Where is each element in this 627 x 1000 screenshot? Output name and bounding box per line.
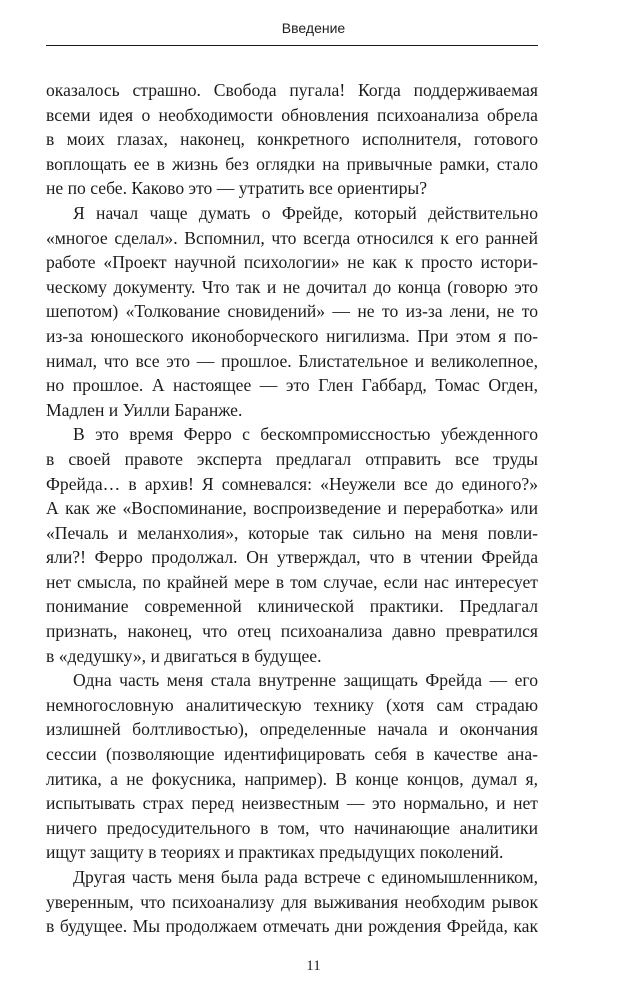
text-line: немногословную аналитическую технику (хотя сам страдаю [46, 694, 538, 715]
text-line: Я начал чаще думать о Фрейде, который действительно [73, 202, 538, 223]
header-rule [46, 45, 538, 46]
text-line: сессии (позволяющие идентифицировать себя в качестве ана- [46, 744, 538, 765]
text-line: но прошлое. А настоящее — это Глен Габбард, Томас Огден, [46, 375, 538, 396]
text-line: в своей правоте эксперта предлагал отправить все труды [46, 448, 538, 469]
text-line: «многое сделал». Вспомнил, что всегда относился к его ранней [46, 227, 538, 248]
text-line: яли?! Ферро продолжал. Он утверждал, что в чтении Фрейда [46, 547, 538, 568]
text-line: воплощать ее в жизнь без оглядки на привычные рамки, стало [46, 153, 538, 174]
text-line: Другая часть меня была рада встрече с единомышленником, [73, 867, 538, 887]
text-line: в моих глазах, наконец, конкретного исполнителя, готового [46, 129, 538, 150]
text-line: В это время Ферро с бескомпромиссностью убежденного [73, 424, 538, 445]
text-line: ищут защиту в теориях и практиках предыдущих поколений. [46, 842, 504, 863]
text-line: излишней болтливостью), определенные начала и окончания [46, 719, 538, 740]
body-text [46, 78, 538, 939]
text-line: «Печаль и меланхолия», которые так сильно на меня повли- [46, 522, 538, 543]
text-line: признать, наконец, что отец психоанализа давно превратился [46, 621, 538, 642]
text-line: всеми идея о необходимости обновления психоанализа обрела [46, 104, 538, 125]
paragraph [46, 865, 538, 939]
text-line: работе «Проект научной психологии» не как к просто истори- [46, 252, 538, 273]
text-line: оказалось страшно. Свобода пугала! Когда поддерживаемая [46, 80, 538, 100]
text-line: нет смысла, по крайней мере в том случае, если нас интересует [46, 571, 538, 592]
text-line: Мадлен и Уилли Баранже. [46, 399, 243, 420]
text-line: литика, а не фокусника, например). В конце концов, думал я, [46, 768, 538, 789]
text-line: в «дедушку», и двигаться в будущее. [46, 645, 322, 666]
running-head: Введение [281, 20, 346, 36]
paragraph [46, 201, 538, 422]
text-line: ческому документу. Что так и не дочитал до конца (говорю это [46, 276, 538, 297]
text-line: Фрейда… в архив! Я сомневался: «Неужели все до единого?» [46, 473, 538, 494]
paragraph [46, 422, 538, 668]
text-line: испытывать страх перед неизвестным — это нормально, и нет [46, 793, 538, 814]
text-line: понимание современной клинической практики. Предлагал [46, 596, 538, 617]
text-line: уверенным, что психоанализу для выживания необходим рывок [46, 891, 538, 912]
text-line: Одна часть меня стала внутренне защищать Фрейда — его [73, 670, 538, 691]
text-line: А как же «Воспоминание, воспроизведение и переработка» или [46, 498, 538, 519]
text-line: в будущее. Мы продолжаем отмечать дни рождения Фрейда, как [46, 916, 538, 937]
text-line: не по себе. Каково это — утратить все ориентиры? [46, 178, 427, 199]
text-line: нимал, что все это — прошлое. Блистательное и великолепное, [46, 350, 538, 371]
text-line: ничего предосудительного в том, что начинающие аналитики [46, 817, 538, 838]
page-number: 11 [306, 958, 321, 974]
text-line: из-за юношеского иконоборческого нигилизма. При этом я по- [46, 325, 538, 346]
paragraph [46, 668, 538, 865]
text-line: шепотом) «Толкование сновидений» — не то из-за лени, не то [46, 301, 538, 322]
paragraph [46, 78, 538, 201]
